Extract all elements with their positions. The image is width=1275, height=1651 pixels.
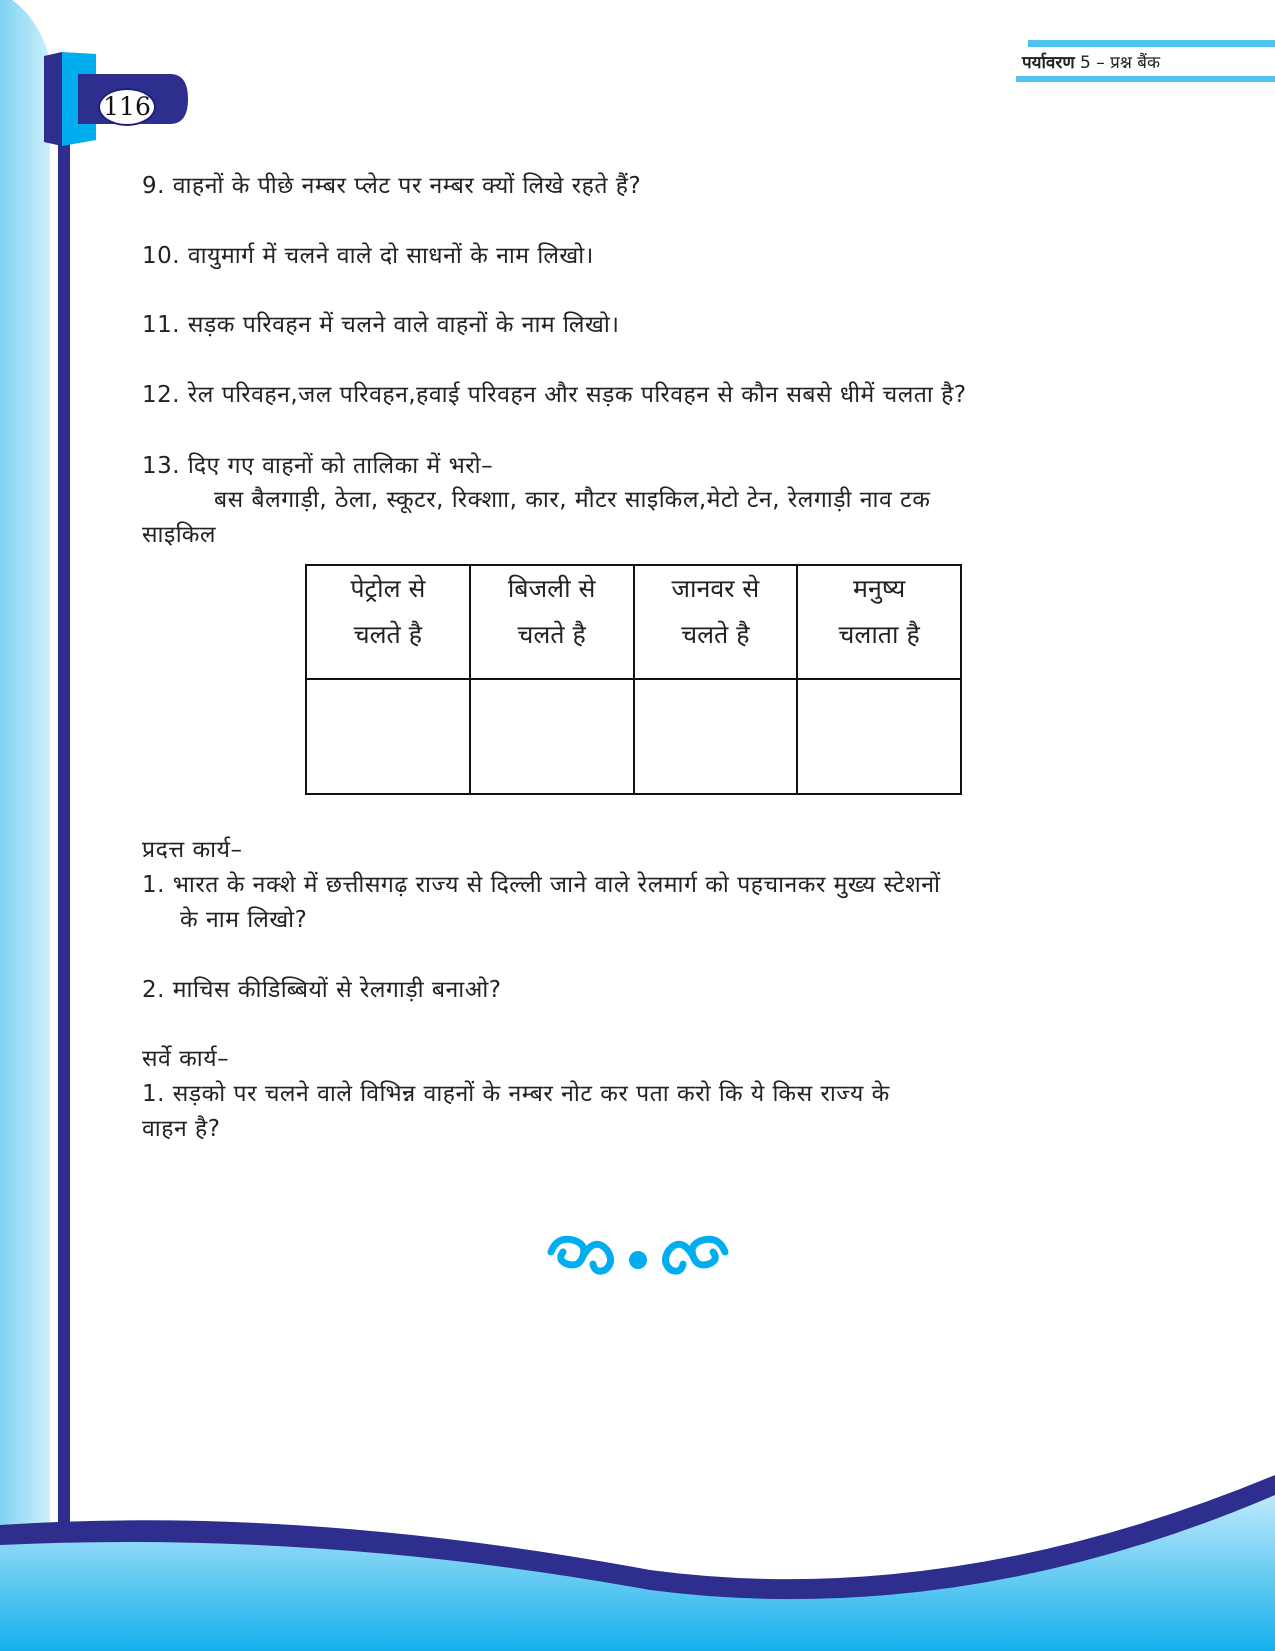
question-12: 12. रेल परिवहन,जल परिवहन,हवाई परिवहन और सड़क परिवहन से कौन सबसे धीमें चलता है? xyxy=(142,382,967,408)
subject-subtitle: 5 – प्रश्न बैंक xyxy=(1080,53,1161,73)
survey-work-item1-line2: वाहन है? xyxy=(142,1116,221,1142)
header-line: चलते है xyxy=(353,620,423,649)
table-header-row xyxy=(306,565,961,679)
vehicle-classification-table xyxy=(305,564,962,795)
header-line: चलाता है xyxy=(838,620,920,649)
header-line: चलते है xyxy=(517,620,586,649)
answer-cell-animal[interactable] xyxy=(634,679,798,794)
table-header-petrol xyxy=(306,565,470,679)
vehicle-list-line2: साइकिल xyxy=(142,522,217,548)
header-line: जानवर से xyxy=(671,574,760,603)
assigned-work-item2: 2. माचिस कीडिब्बियों से रेलगाड़ी बनाओ? xyxy=(142,977,502,1003)
question-9: 9. वाहनों के पीछे नम्बर प्लेट पर नम्बर क्यों लिखे रहते हैं? xyxy=(142,173,642,199)
question-11: 11. सड़क परिवहन में चलने वाले वाहनों के नाम लिखो। xyxy=(142,312,620,338)
answer-cell-human[interactable] xyxy=(797,679,961,794)
table-header-electric xyxy=(470,565,634,679)
header-line: चलते है xyxy=(681,620,750,649)
survey-work-item1-line1: 1. सड़को पर चलने वाले विभिन्न वाहनों के नम्बर नोट कर पता करो कि ये किस राज्य के xyxy=(142,1081,890,1107)
header-line: बिजली से xyxy=(507,574,596,603)
vehicle-list-line1: बस बैलगाड़ी, ठेला, स्कूटर, रिक्शाा, कार, मौटर साइकिल,मेटो टेन, रेलगाड़ी नाव टक xyxy=(214,487,931,513)
running-header xyxy=(1022,50,1222,73)
assigned-work-title: प्रदत्त कार्य– xyxy=(142,837,243,863)
answer-cell-electric[interactable] xyxy=(470,679,634,794)
assigned-work-item1-line2: के नाम लिखो? xyxy=(180,907,308,933)
answer-cell-petrol[interactable] xyxy=(306,679,470,794)
table-answer-row xyxy=(306,679,961,794)
subject-title: पर्यावरण xyxy=(1022,53,1075,73)
assigned-work-item1-line1: 1. भारत के नक्शे में छत्तीसगढ़ राज्य से दिल्ली जाने वाले रेलमार्ग को पहचानकर मुख्य स्टेशनों xyxy=(142,872,941,898)
page-number: 116 xyxy=(98,88,156,126)
question-13: 13. दिए गए वाहनों को तालिका में भरो– xyxy=(142,453,494,479)
survey-work-title: सर्वे कार्य– xyxy=(142,1046,230,1072)
ornament-icon xyxy=(543,1230,733,1280)
table-header-human xyxy=(797,565,961,679)
header-line: पेट्रोल से xyxy=(350,574,426,603)
question-10: 10. वायुमार्ग में चलने वाले दो साधनों के नाम लिखो। xyxy=(142,243,594,269)
header-line: मनुष्य xyxy=(853,574,906,603)
table-header-animal xyxy=(634,565,798,679)
